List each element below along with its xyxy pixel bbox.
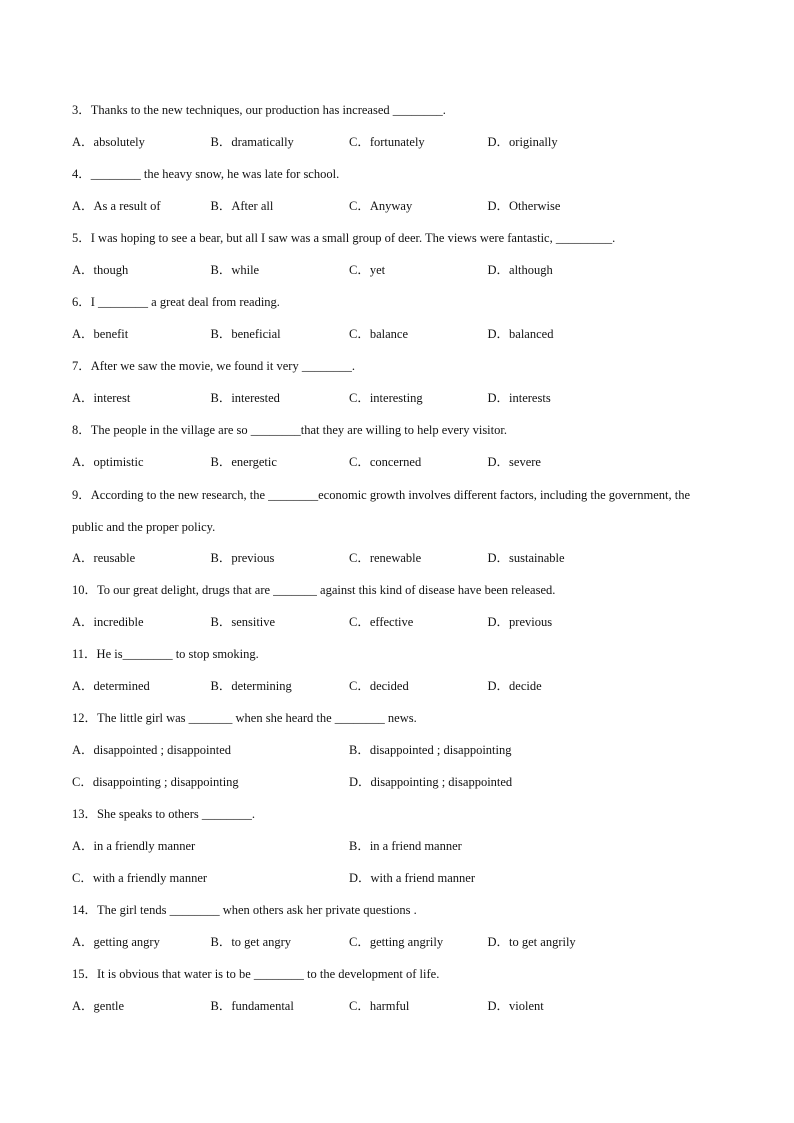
option-c: C．yet xyxy=(349,263,386,277)
question-number: 15． xyxy=(72,967,98,981)
options-13-row-1 xyxy=(72,836,722,857)
option-b: B．energetic xyxy=(210,455,277,469)
option-a: A．optimistic xyxy=(72,455,144,469)
option-b: B．disappointed ; disappointing xyxy=(349,743,512,757)
question-text: According to the new research, the ________economic growth involves different factors, including the government, the public and the proper policy. xyxy=(72,487,691,534)
option-a: A．gentle xyxy=(72,999,125,1013)
option-b: B．in a friend manner xyxy=(349,839,462,853)
question-15 xyxy=(72,964,722,985)
option-a: A．As a result of xyxy=(72,199,161,213)
option-c: C．decided xyxy=(349,679,409,693)
option-c: C．concerned xyxy=(349,455,422,469)
question-text: I ________ a great deal from reading. xyxy=(90,295,280,309)
option-c: C．renewable xyxy=(349,551,422,565)
option-b: B．determining xyxy=(210,679,292,693)
question-3 xyxy=(72,100,722,121)
option-a: A．getting angry xyxy=(72,935,160,949)
worksheet-page xyxy=(72,100,722,1028)
option-b: B．After all xyxy=(210,199,274,213)
question-text: It is obvious that water is to be ________ to the development of life. xyxy=(97,967,440,981)
question-number: 3． xyxy=(72,103,91,117)
option-a: A．in a friendly manner xyxy=(72,839,196,853)
options-4 xyxy=(72,196,722,217)
question-6 xyxy=(72,292,722,313)
question-number: 9． xyxy=(72,487,91,502)
question-14 xyxy=(72,900,722,921)
option-d: D．sustainable xyxy=(487,551,565,565)
option-a: A．reusable xyxy=(72,551,136,565)
question-number: 7． xyxy=(72,359,91,373)
option-b: B．while xyxy=(210,263,260,277)
option-d: D．to get angrily xyxy=(487,935,576,949)
option-a: A．disappointed ; disappointed xyxy=(72,743,232,757)
option-b: B．to get angry xyxy=(210,935,292,949)
question-text: After we saw the movie, we found it very ________. xyxy=(90,359,355,373)
option-d: D．previous xyxy=(487,615,553,629)
option-c: C．harmful xyxy=(349,999,410,1013)
question-text: The little girl was _______ when she heard the ________ news. xyxy=(97,711,417,725)
option-b: B．fundamental xyxy=(210,999,294,1013)
question-number: 8． xyxy=(72,423,91,437)
option-b: B．dramatically xyxy=(210,135,294,149)
options-7 xyxy=(72,388,722,409)
option-b: B．previous xyxy=(210,551,275,565)
question-text: ________ the heavy snow, he was late for school. xyxy=(90,167,340,181)
option-d: D．violent xyxy=(487,999,544,1013)
question-11 xyxy=(72,644,722,665)
option-c: C．fortunately xyxy=(349,135,425,149)
option-c: C．with a friendly manner xyxy=(72,871,208,885)
options-8 xyxy=(72,452,722,473)
question-text: She speaks to others ________. xyxy=(97,807,255,821)
option-b: B．interested xyxy=(210,391,280,405)
option-b: B．beneficial xyxy=(210,327,281,341)
option-d: D．although xyxy=(487,263,553,277)
question-number: 12． xyxy=(72,711,98,725)
question-5 xyxy=(72,228,722,249)
option-c: C．getting angrily xyxy=(349,935,444,949)
question-7 xyxy=(72,356,722,377)
option-d: D．disappointing ; disappointed xyxy=(349,775,513,789)
question-number: 10． xyxy=(72,583,98,597)
question-number: 4． xyxy=(72,167,91,181)
option-a: A．absolutely xyxy=(72,135,145,149)
option-d: D．with a friend manner xyxy=(349,871,476,885)
option-c: C．Anyway xyxy=(349,199,413,213)
question-number: 11． xyxy=(72,647,97,661)
options-13-row-2 xyxy=(72,868,722,889)
option-a: A．incredible xyxy=(72,615,144,629)
option-c: C．disappointing ; disappointing xyxy=(72,775,239,789)
question-9 xyxy=(72,479,722,543)
question-8 xyxy=(72,420,722,441)
options-9 xyxy=(72,548,722,569)
option-d: D．decide xyxy=(487,679,542,693)
question-text: I was hoping to see a bear, but all I saw was a small group of deer. The views were fantastic, _________. xyxy=(90,231,616,245)
option-d: D．originally xyxy=(487,135,558,149)
question-text: He is________ to stop smoking. xyxy=(96,647,259,661)
question-text: To our great delight, drugs that are _______ against this kind of disease have been released. xyxy=(97,583,556,597)
question-12 xyxy=(72,708,722,729)
options-14 xyxy=(72,932,722,953)
option-b: B．sensitive xyxy=(210,615,276,629)
question-text: Thanks to the new techniques, our production has increased ________. xyxy=(90,103,446,117)
options-15 xyxy=(72,996,722,1017)
options-6 xyxy=(72,324,722,345)
options-12-row-2 xyxy=(72,772,722,793)
question-number: 5． xyxy=(72,231,91,245)
options-11 xyxy=(72,676,722,697)
option-d: D．Otherwise xyxy=(487,199,561,213)
option-a: A．interest xyxy=(72,391,131,405)
option-d: D．severe xyxy=(487,455,541,469)
option-a: A．though xyxy=(72,263,129,277)
option-a: A．determined xyxy=(72,679,150,693)
question-number: 13． xyxy=(72,807,98,821)
options-5 xyxy=(72,260,722,281)
option-d: D．balanced xyxy=(487,327,554,341)
option-c: C．interesting xyxy=(349,391,423,405)
option-a: A．benefit xyxy=(72,327,129,341)
question-number: 14． xyxy=(72,903,98,917)
option-d: D．interests xyxy=(487,391,551,405)
options-12-row-1 xyxy=(72,740,722,761)
options-10 xyxy=(72,612,722,633)
question-10 xyxy=(72,580,722,601)
question-text: The girl tends ________ when others ask her private questions . xyxy=(97,903,417,917)
question-13 xyxy=(72,804,722,825)
question-number: 6． xyxy=(72,295,91,309)
question-4 xyxy=(72,164,722,185)
options-3 xyxy=(72,132,722,153)
option-c: C．effective xyxy=(349,615,414,629)
question-text: The people in the village are so ________that they are willing to help every visitor. xyxy=(90,423,507,437)
option-c: C．balance xyxy=(349,327,409,341)
